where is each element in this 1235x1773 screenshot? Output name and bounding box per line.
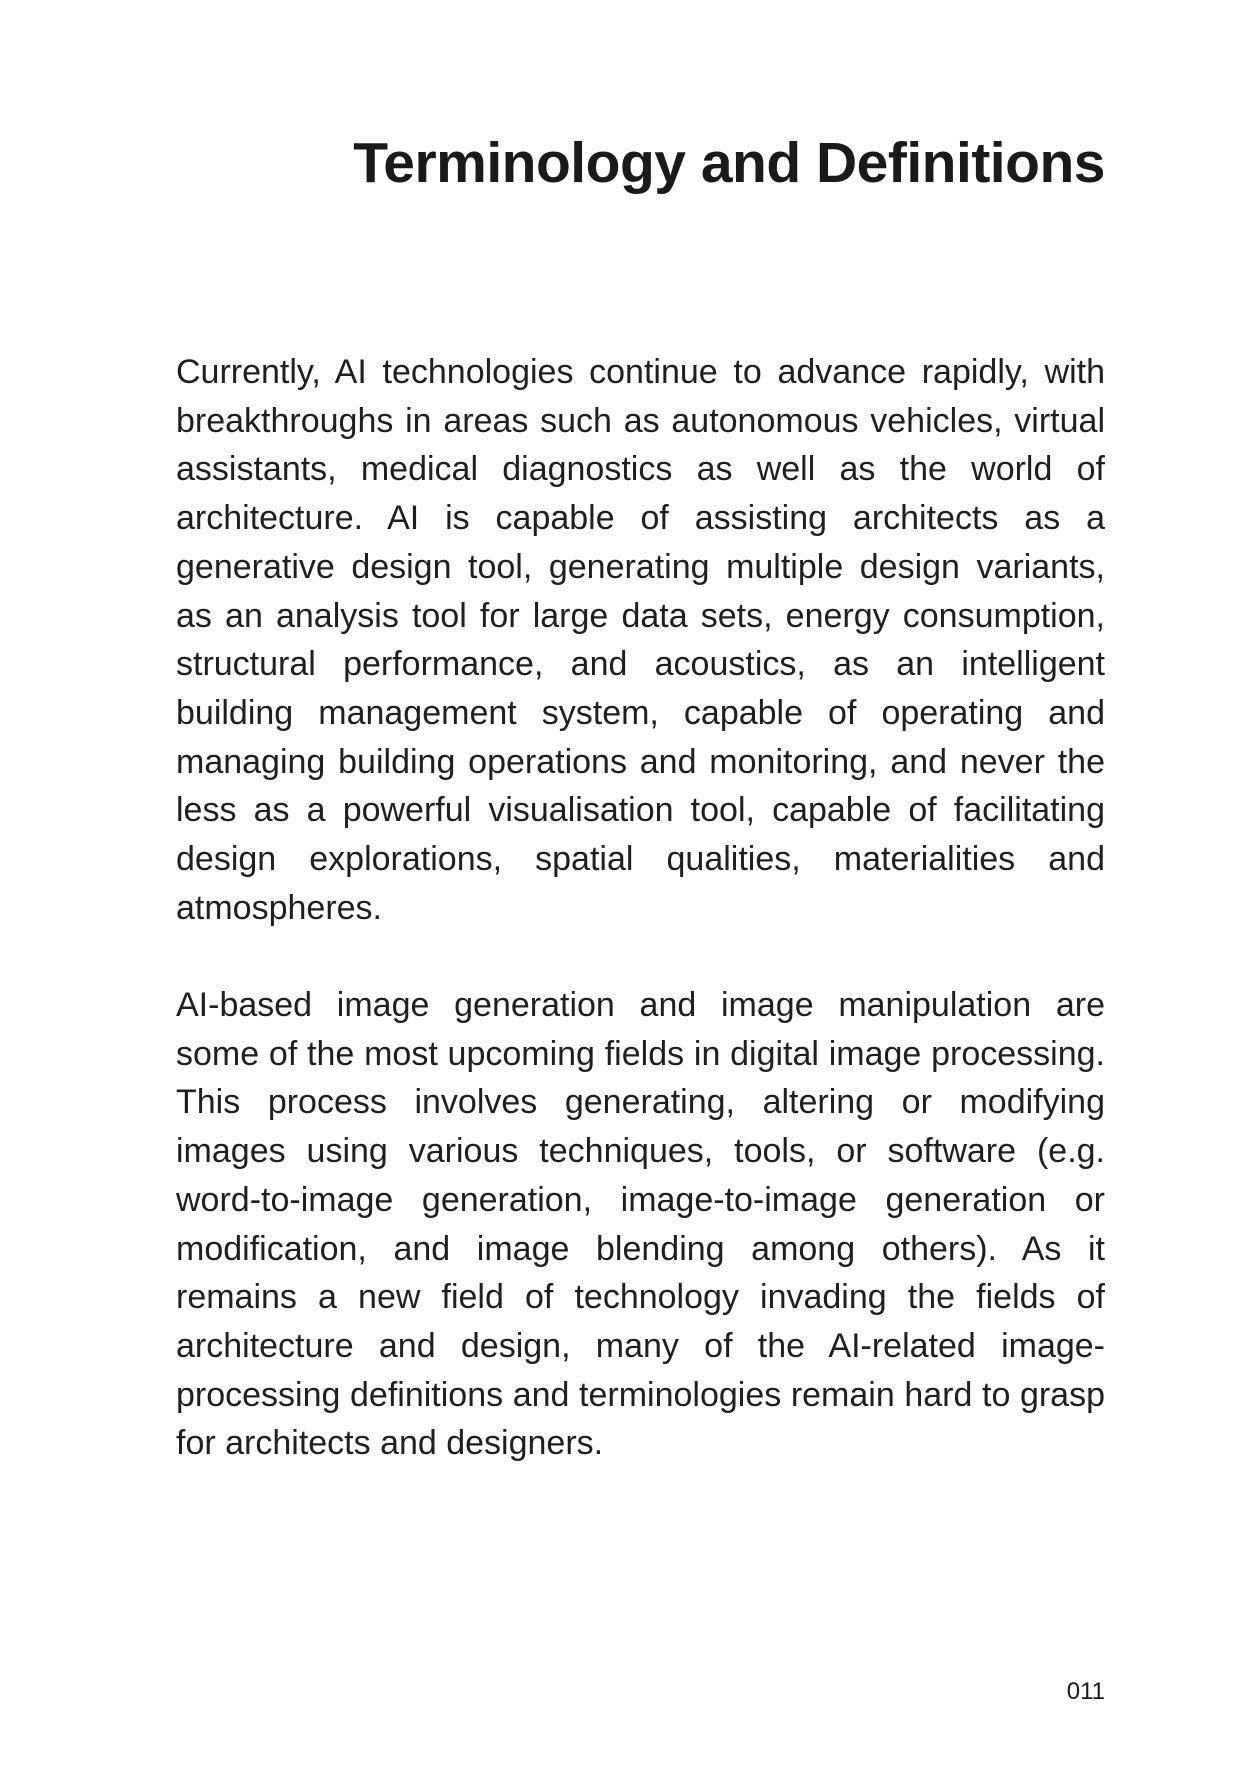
page-number: 011 <box>1066 1678 1105 1705</box>
page-title: Terminology and Definitions <box>353 131 1105 195</box>
body-paragraph-2: AI-based image generation and image manipulation are some of the most upcoming fields in digital image processing. This process involves generating, altering or modifying images using various techniques, tools, or software (e.g. word-to-image generation, image-to-image generation or modification, and image blending among others). As it remains a new field of technology invading the fields of architecture and design, many of the AI-related image-processing definitions and terminologies remain hard to grasp for architects and designers. <box>176 986 1105 1463</box>
body-paragraph-1: Currently, AI technologies continue to advance rapidly, with breakthroughs in areas such as autonomous vehicles, virtual assistants, medical diagnostics as well as the world of architecture. AI is capable of assisting architects as a generative design tool, generating multiple design variants, as an analysis tool for large data sets, energy consumption, structural performance, and acoustics, as an intelligent building management system, capable of operating and managing building operations and monitoring, and never the less as a powerful visualisation tool, capable of facilitating design explorations, spatial qualities, materialities and atmospheres. <box>176 353 1105 927</box>
